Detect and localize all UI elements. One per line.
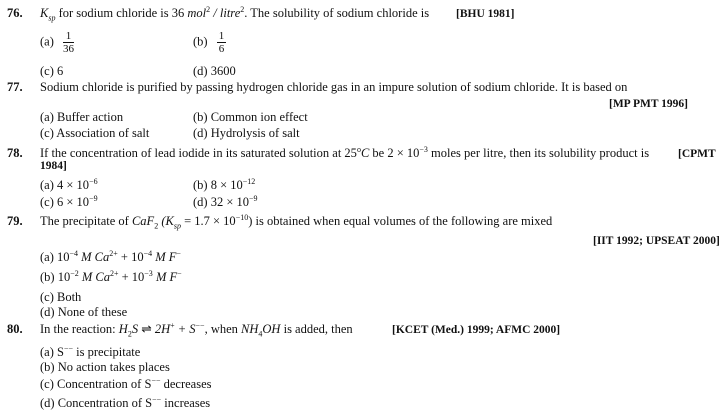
- q79-b-exp3: −3: [144, 268, 153, 278]
- q79-option-c: (c) Both: [40, 290, 82, 304]
- q77-number: 77.: [7, 80, 23, 94]
- q80-d-pre: (d) Concentration of S: [40, 396, 153, 410]
- q79-a-mid2: + 10: [117, 250, 144, 264]
- q76-number: 76.: [7, 6, 23, 20]
- q79-a-exp1: −4: [69, 248, 79, 258]
- q79-k-val: = 1.7 × 10: [180, 214, 236, 228]
- q79-a-end: M F: [152, 250, 177, 264]
- q76-option-c: (c) 6: [40, 64, 64, 78]
- q77-option-c: (c) Association of salt: [40, 126, 150, 140]
- q80-equilibrium-arrow: ⇌: [138, 322, 155, 336]
- q80-option-d: [40, 396, 210, 410]
- q80-option-b: (b) No action takes places: [40, 360, 170, 374]
- q80-option-a: [40, 345, 140, 359]
- q76-unit: mol: [187, 6, 207, 20]
- q79-b-mid2: + 10: [118, 270, 145, 284]
- q79-option-d: (d) None of these: [40, 305, 128, 319]
- q79-caf-sub: 2: [154, 221, 159, 231]
- q76-b-label: (b): [193, 34, 208, 49]
- q80-number: 80.: [7, 322, 23, 336]
- q80-nh4-sub: 4: [258, 329, 263, 339]
- q80-source: [KCET (Med.) 1999; AFMC 2000]: [392, 324, 561, 336]
- q79-b-pre: (b) 10: [40, 270, 71, 284]
- q76-unit-sup: 2: [206, 4, 211, 14]
- q78-c-pre: (c) 6 × 10: [40, 195, 90, 209]
- q79-a-exp4: −: [176, 248, 181, 258]
- q76-a-den: 36: [63, 43, 74, 55]
- q80-a-post: is precipitate: [72, 345, 141, 359]
- q78-text-b: be 2 × 10: [369, 146, 420, 160]
- q76-a-fraction: [63, 30, 74, 55]
- q79-option-a: [40, 250, 181, 264]
- q80-h: 2H: [154, 322, 171, 336]
- q80-d-sup: −−: [152, 394, 162, 404]
- q80-option-c: [40, 377, 211, 391]
- q76-ksp-sub: sp: [48, 13, 56, 23]
- q79-b-mid: M Ca: [78, 270, 110, 284]
- q80-c-sup: −−: [151, 375, 161, 385]
- q79-text-a: The precipitate of: [40, 214, 132, 228]
- q79-caf: CaF: [131, 214, 155, 228]
- q76-b-num: 1: [218, 30, 225, 42]
- q80-a-sup: −−: [63, 343, 73, 353]
- q78-a-exp: −6: [89, 176, 98, 186]
- q79-text-b: is obtained when equal volumes of the following are mixed: [252, 214, 553, 228]
- q78-c-exp: −9: [89, 193, 98, 203]
- q76-a-num: 1: [63, 30, 74, 43]
- q78-option-d: [193, 195, 258, 209]
- q80-text-b: , when: [204, 322, 242, 336]
- q80-h2s-sub: 2: [127, 329, 132, 339]
- q79-a-exp3: −4: [143, 248, 153, 258]
- q78-d-pre: (d) 32 × 10: [193, 195, 249, 209]
- q78-number: 78.: [7, 146, 23, 160]
- q80-question: [40, 320, 353, 339]
- q80-s-sup: −−: [195, 320, 205, 330]
- q76-source: [BHU 1981]: [456, 8, 515, 20]
- q76-option-a: [40, 30, 74, 55]
- q80-c-post: decreases: [160, 377, 212, 391]
- q80-h2s-s: S: [131, 322, 139, 336]
- q78-exp: −3: [419, 144, 428, 154]
- q76-question: [40, 4, 430, 23]
- q78-source-b: 1984]: [40, 160, 67, 172]
- q78-celsius: C: [360, 146, 370, 160]
- q79-b-end: M F: [152, 270, 178, 284]
- q79-source: [IIT 1992; UPSEAT 2000]: [593, 235, 720, 247]
- q80-h-sup: +: [170, 320, 175, 330]
- q78-b-pre: (b) 8 × 10: [193, 178, 243, 192]
- q78-question: [40, 146, 649, 160]
- q80-a-pre: (a) S: [40, 345, 64, 359]
- q78-b-exp: −12: [242, 176, 256, 186]
- q78-option-c: [40, 195, 98, 209]
- q80-text-c: is added, then: [280, 322, 353, 336]
- q76-unit-sup2: 2: [240, 4, 245, 14]
- q79-k-close: ): [248, 214, 253, 228]
- q80-d-post: increases: [161, 396, 211, 410]
- q77-question: Sodium chloride is purified by passing hydrogen chloride gas in an impure solution of sodium chloride. It is based on: [40, 80, 628, 94]
- q79-a-mid: M Ca: [78, 250, 110, 264]
- q79-k: (K: [158, 214, 174, 228]
- q76-option-d: (d) 3600: [193, 64, 236, 78]
- q77-source: [MP PMT 1996]: [609, 98, 688, 110]
- q80-c-pre: (c) Concentration of S: [40, 377, 152, 391]
- q78-option-b: [193, 178, 255, 192]
- q76-a-label: (a): [40, 34, 54, 49]
- q80-h2s: H: [118, 322, 128, 336]
- q80-text-a: In the reaction:: [40, 322, 119, 336]
- q79-b-exp4: −: [177, 268, 182, 278]
- q79-number: 79.: [7, 214, 23, 228]
- q79-a-pre: (a) 10: [40, 250, 70, 264]
- q78-deg: o: [356, 144, 361, 154]
- q79-question: [40, 212, 553, 231]
- q78-text-d: moles per litre, then its solubility product is: [427, 146, 650, 160]
- q78-d-exp: −9: [249, 193, 258, 203]
- q79-option-b: [40, 270, 182, 284]
- q80-oh: OH: [262, 322, 281, 336]
- q76-unit-b: / litre: [210, 6, 241, 20]
- q78-text-a: If the concentration of lead iodide in its saturated solution at 25: [40, 146, 357, 160]
- q76-b-fraction: [217, 30, 227, 55]
- q76-text-a: for sodium chloride is 36: [55, 6, 188, 20]
- q79-k-sub: sp: [173, 221, 181, 231]
- q80-s: + S: [174, 322, 196, 336]
- q78-a-pre: (a) 4 × 10: [40, 178, 90, 192]
- q76-text-b: . The solubility of sodium chloride is: [244, 6, 430, 20]
- q78-source-a: [CPMT: [678, 148, 716, 160]
- q79-b-exp2: 2+: [109, 268, 119, 278]
- q76-ksp: K: [40, 6, 49, 20]
- q77-option-d: (d) Hydrolysis of salt: [193, 126, 300, 140]
- q79-k-exp: −10: [235, 212, 249, 222]
- q80-nh4: NH: [241, 322, 259, 336]
- q78-option-a: [40, 178, 98, 192]
- q79-b-exp1: −2: [70, 268, 79, 278]
- q77-option-a: (a) Buffer action: [40, 110, 124, 124]
- q77-option-b: (b) Common ion effect: [193, 110, 308, 124]
- q79-a-exp2: 2+: [109, 248, 118, 258]
- q76-b-den: 6: [218, 43, 225, 55]
- q76-option-b: [193, 30, 226, 55]
